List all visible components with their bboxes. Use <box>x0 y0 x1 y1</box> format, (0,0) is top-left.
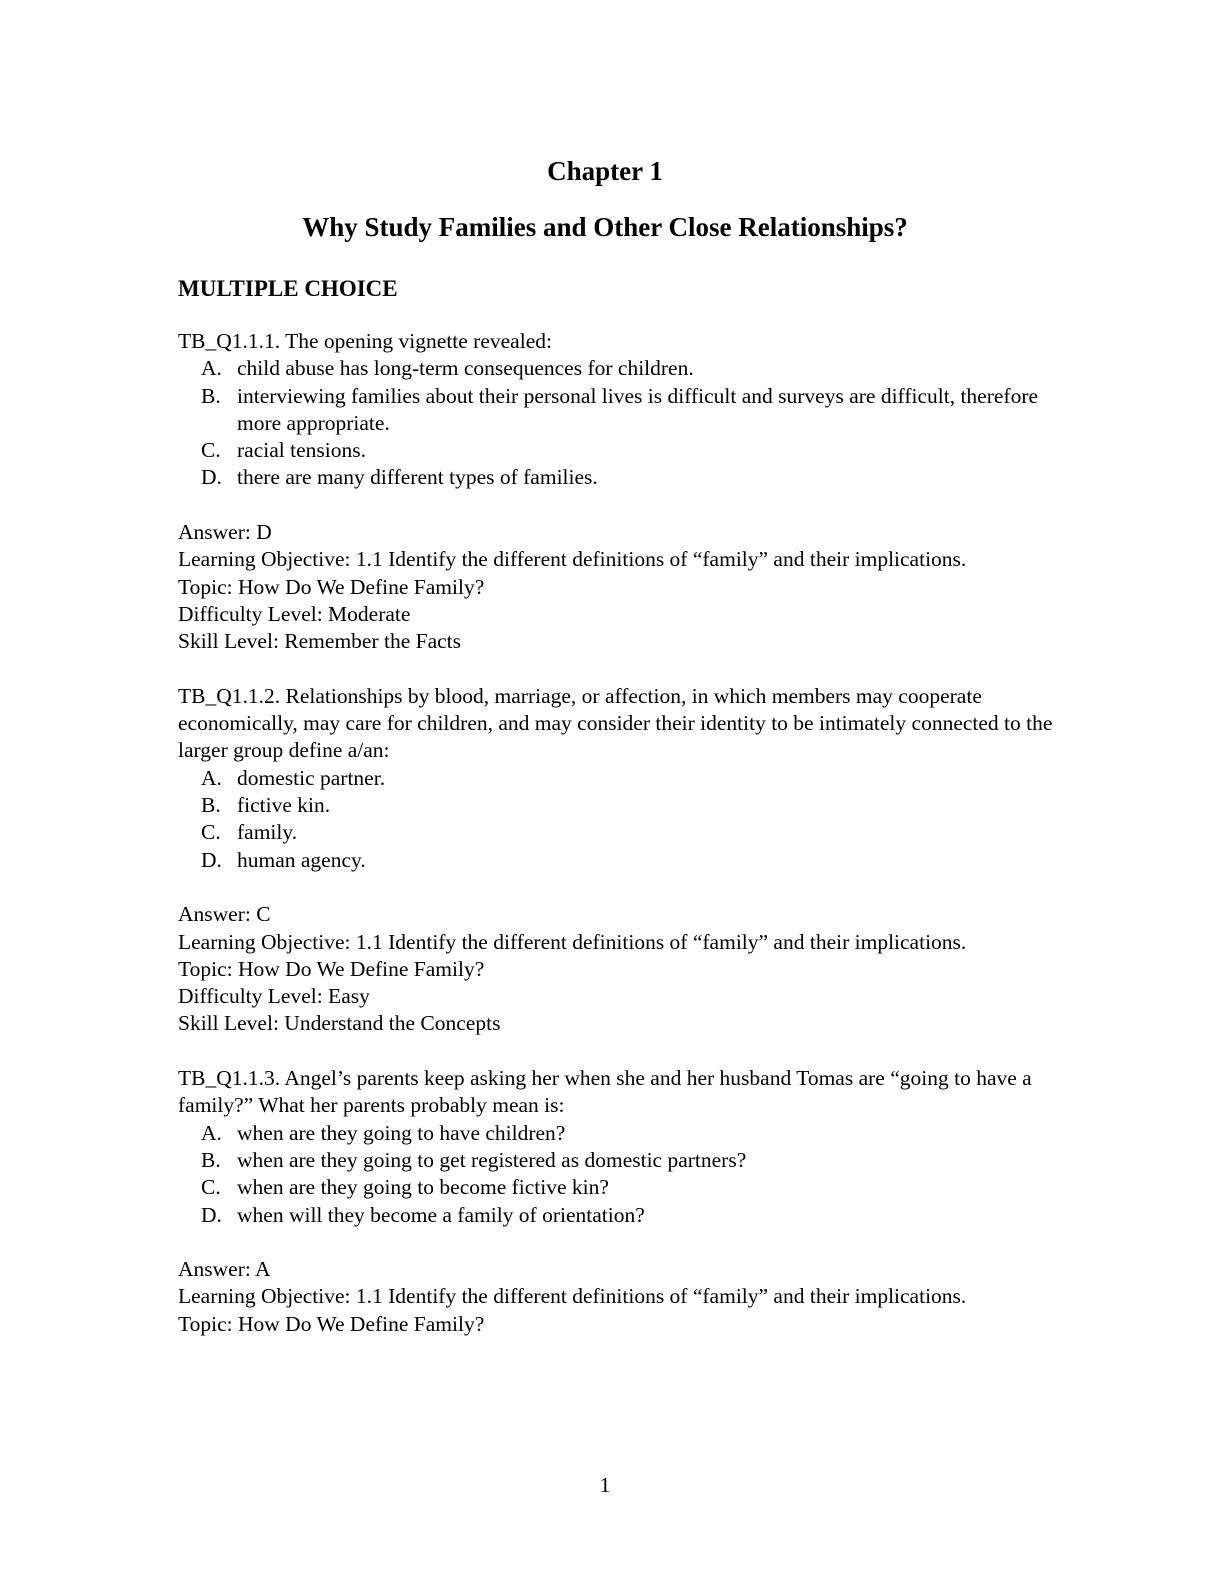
skill-level: Skill Level: Understand the Concepts <box>178 1011 501 1036</box>
answer: Answer: D <box>178 520 272 545</box>
option-letter: A. <box>201 356 222 381</box>
chapter-title: Chapter 1 <box>547 156 663 186</box>
option-text: when will they become a family of orientation? <box>237 1202 645 1227</box>
learning-objective: Learning Objective: 1.1 Identify the different definitions of “family” and their implications. <box>178 1284 967 1309</box>
option-letter: C. <box>201 1175 221 1200</box>
question-list <box>178 328 1058 1365</box>
option-text: domestic partner. <box>237 765 386 790</box>
option-text: there are many different types of families. <box>237 465 598 490</box>
option-text: racial tensions. <box>237 438 366 463</box>
option-text: when are they going to have children? <box>237 1120 566 1145</box>
option-c <box>178 1174 1058 1201</box>
option-b <box>178 792 1058 819</box>
option-list <box>178 765 1058 874</box>
option-b <box>178 1147 1058 1174</box>
question-3 <box>178 1065 1058 1229</box>
option-b <box>178 383 1058 438</box>
topic: Topic: How Do We Define Family? <box>178 956 485 981</box>
option-letter: C. <box>201 438 221 463</box>
difficulty-level: Difficulty Level: Easy <box>178 984 370 1009</box>
option-text: interviewing families about their personal lives is difficult and surveys are difficult, therefore more appropriate. <box>237 383 1039 435</box>
option-letter: C. <box>201 820 221 845</box>
question-stem: TB_Q1.1.1. The opening vignette revealed: <box>178 329 552 353</box>
option-letter: A. <box>201 765 222 790</box>
option-letter: D. <box>201 847 222 872</box>
learning-objective: Learning Objective: 1.1 Identify the different definitions of “family” and their implications. <box>178 929 967 954</box>
question-2 <box>178 683 1058 874</box>
question-1 <box>178 328 1058 492</box>
section-heading: MULTIPLE CHOICE <box>178 276 398 301</box>
question-stem: TB_Q1.1.3. Angel’s parents keep asking her when she and her husband Tomas are “going to have a family?” What her parents probably mean is: <box>178 1066 1032 1118</box>
answer: Answer: C <box>178 902 271 927</box>
topic: Topic: How Do We Define Family? <box>178 574 485 599</box>
option-text: fictive kin. <box>237 793 331 818</box>
option-text: family. <box>237 820 298 845</box>
option-c <box>178 437 1058 464</box>
option-d <box>178 847 1058 874</box>
page-number: 1 <box>599 1473 611 1497</box>
question-1-metadata <box>178 519 1058 655</box>
option-text: when are they going to become fictive kin? <box>237 1175 609 1200</box>
answer: Answer: A <box>178 1257 271 1282</box>
option-list <box>178 1120 1058 1229</box>
chapter-subtitle: Why Study Families and Other Close Relationships? <box>302 212 908 242</box>
option-text: child abuse has long-term consequences for children. <box>237 356 694 381</box>
option-letter: B. <box>201 1147 221 1172</box>
option-a <box>178 765 1058 792</box>
option-c <box>178 819 1058 846</box>
question-stem: TB_Q1.1.2. Relationships by blood, marriage, or affection, in which members may cooperate economically, may care for children, and may consider their identity to be intimately connected to the larger group define a/an: <box>178 683 1053 763</box>
option-d <box>178 1202 1058 1229</box>
difficulty-level: Difficulty Level: Moderate <box>178 601 411 626</box>
option-text: when are they going to get registered as domestic partners? <box>237 1147 747 1172</box>
option-letter: D. <box>201 1202 222 1227</box>
question-2-metadata <box>178 901 1058 1037</box>
question-3-metadata <box>178 1256 1058 1338</box>
option-a <box>178 1120 1058 1147</box>
option-letter: D. <box>201 465 222 490</box>
option-text: human agency. <box>237 847 366 872</box>
topic: Topic: How Do We Define Family? <box>178 1311 485 1336</box>
option-letter: B. <box>201 793 221 818</box>
learning-objective: Learning Objective: 1.1 Identify the different definitions of “family” and their implications. <box>178 547 967 572</box>
option-letter: B. <box>201 383 221 408</box>
option-letter: A. <box>201 1120 222 1145</box>
option-d <box>178 464 1058 491</box>
skill-level: Skill Level: Remember the Facts <box>178 629 462 654</box>
option-list <box>178 355 1058 491</box>
option-a <box>178 355 1058 382</box>
